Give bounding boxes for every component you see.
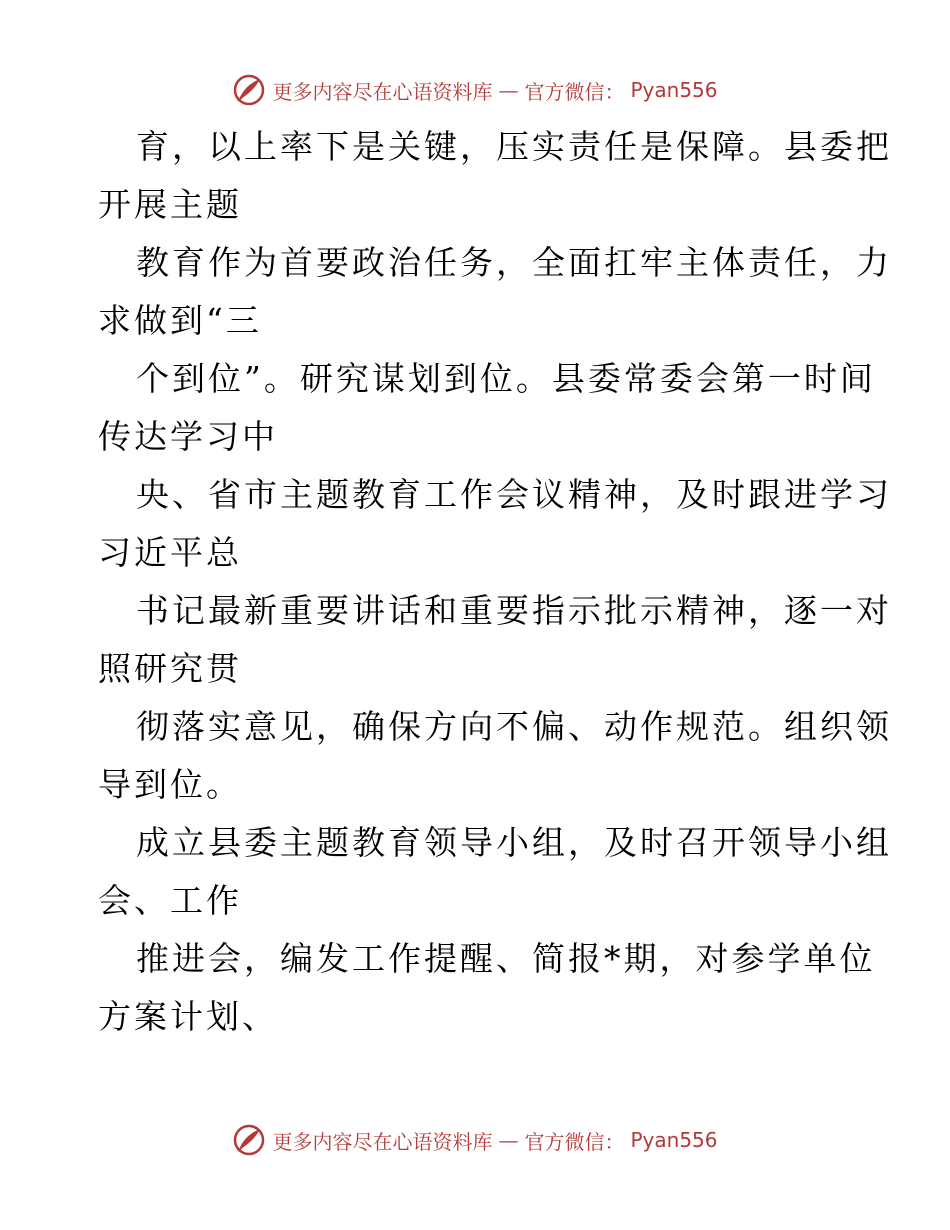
watermark-wechat-id: Pyan556 — [630, 1128, 718, 1152]
text-line: 开展主题 — [98, 185, 242, 224]
document-body — [98, 118, 892, 1046]
text-line: 传达学习中 — [98, 417, 278, 456]
text-line: 会、工作 — [98, 881, 242, 920]
watermark-brand: 更多内容尽在心语资料库 — [272, 79, 493, 104]
footer-watermark — [0, 1122, 950, 1158]
text-line: 导到位。 — [98, 765, 242, 804]
watermark-brand: 更多内容尽在心语资料库 — [272, 1129, 493, 1154]
text-line: 个到位”。研究谋划到位。县委常委会第一时间 — [136, 359, 876, 398]
text-line: 育，以上率下是关键，压实责任是保障。县委把 — [136, 127, 892, 166]
text-line: 推进会，编发工作提醒、简报*期，对参学单位 — [136, 939, 876, 978]
text-line: 教育作为首要政治任务，全面扛牢主体责任，力 — [136, 243, 892, 282]
watermark-official-label: 官方微信： — [524, 79, 625, 104]
text-line: 彻落实意见，确保方向不偏、动作规范。组织领 — [136, 707, 892, 746]
text-line: 求做到“三 — [98, 301, 262, 340]
watermark-dash: — — [498, 78, 519, 102]
text-line: 央、省市主题教育工作会议精神，及时跟进学习 — [136, 475, 892, 514]
quill-pen-logo-icon — [232, 1123, 266, 1157]
text-line: 书记最新重要讲话和重要指示批示精神，逐一对 — [136, 591, 892, 630]
watermark-dash: — — [498, 1128, 519, 1152]
watermark-official-label: 官方微信： — [524, 1129, 625, 1154]
text-line: 成立县委主题教育领导小组，及时召开领导小组 — [136, 823, 892, 862]
watermark-wechat-id: Pyan556 — [630, 78, 718, 102]
text-line: 照研究贯 — [98, 649, 242, 688]
text-line: 习近平总 — [98, 533, 242, 572]
quill-pen-logo-icon — [232, 73, 266, 107]
text-line: 方案计划、 — [98, 997, 278, 1036]
header-watermark — [0, 72, 950, 108]
